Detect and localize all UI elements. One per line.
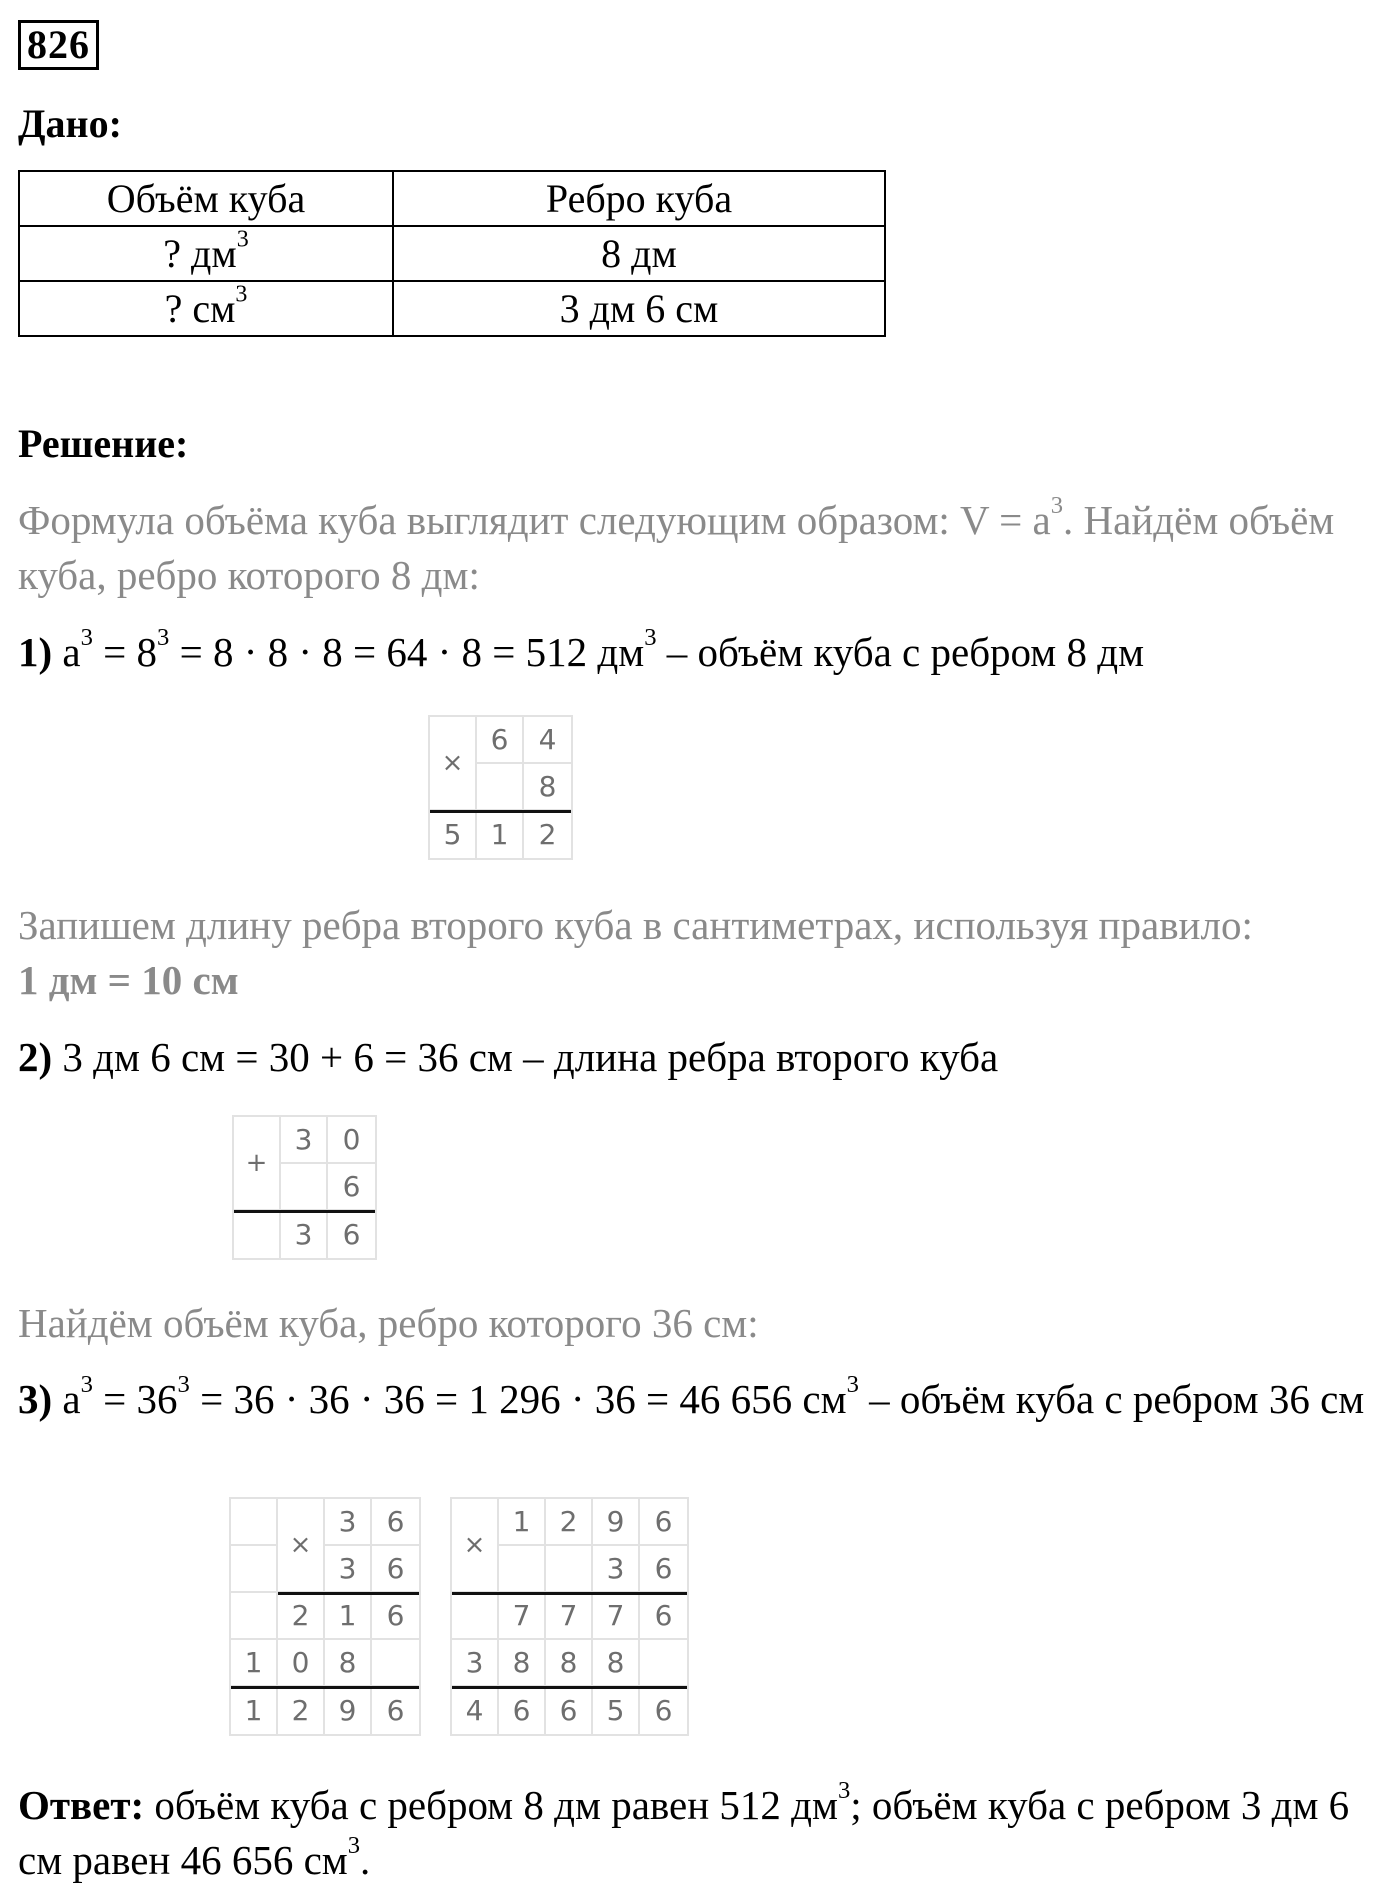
grid-digit: 3 bbox=[593, 1546, 640, 1593]
grid-digit bbox=[640, 1640, 687, 1687]
grid-digit: 1 bbox=[231, 1687, 278, 1734]
calc-grid-1 bbox=[428, 715, 573, 860]
grid-digit: 6 bbox=[372, 1593, 419, 1640]
grid-digit: 7 bbox=[593, 1593, 640, 1640]
grid-digit: 6 bbox=[477, 717, 524, 764]
header-edge: Ребро куба bbox=[393, 171, 885, 226]
grid-digit: 2 bbox=[538, 818, 557, 851]
row2-edge: 3 дм 6 см bbox=[393, 281, 885, 336]
grid-digit: 8 bbox=[499, 1640, 546, 1687]
grid-digit: 1 bbox=[231, 1640, 278, 1687]
table-header-row bbox=[19, 171, 885, 226]
grid-digit bbox=[477, 764, 524, 811]
grid-digit: 9 bbox=[325, 1687, 372, 1734]
grid-digit: 8 bbox=[593, 1640, 640, 1687]
given-heading: Дано: bbox=[18, 101, 122, 146]
grid-digit: 7 bbox=[546, 1593, 593, 1640]
grid-digit: 0 bbox=[328, 1117, 375, 1164]
grid-digit bbox=[452, 1593, 499, 1640]
grid-digit bbox=[234, 1211, 281, 1258]
grid-digit: 6 bbox=[546, 1687, 593, 1734]
grid-digit: 6 bbox=[654, 1694, 673, 1727]
grid-cell bbox=[231, 1499, 278, 1546]
calc-grid-2 bbox=[232, 1115, 377, 1260]
product-line bbox=[452, 1592, 687, 1595]
row1-edge: 8 дм bbox=[393, 226, 885, 281]
sum-line bbox=[231, 1686, 419, 1689]
grid-digit: 6 bbox=[640, 1546, 687, 1593]
intro-text-2: Запишем длину ребра второго куба в сантиметрах, используя правило: 1 дм = 10 см bbox=[18, 902, 1253, 1003]
grid-digit: 6 bbox=[328, 1164, 375, 1211]
grid-cell bbox=[499, 1546, 546, 1593]
grid-digit: 0 bbox=[278, 1640, 325, 1687]
grid-digit: 1 bbox=[477, 811, 524, 858]
sum-line bbox=[452, 1686, 687, 1689]
sum-line bbox=[234, 1210, 375, 1213]
step-3: 3) $a^3 = 36^3 = 36 \cdot 36 \cdot 36 = 1$ 296 · 36 = 46 656 $см^3$ – объём куба с ребром 36 см bbox=[18, 1371, 1365, 1422]
grid-digit: 4 bbox=[524, 717, 571, 764]
grid-digit: 2 bbox=[546, 1499, 593, 1546]
grid-digit bbox=[372, 1640, 419, 1687]
sum-line bbox=[430, 810, 571, 813]
grid-digit: 3 bbox=[452, 1640, 499, 1687]
grid-digit: 3 bbox=[281, 1117, 328, 1164]
row2-volume: ? $см^3$ bbox=[19, 281, 393, 336]
grid-digit: 8 bbox=[524, 764, 571, 811]
row1-volume: ? $дм^3$ bbox=[19, 226, 393, 281]
header-volume: Объём куба bbox=[19, 171, 393, 226]
grid-digit: 6 bbox=[640, 1593, 687, 1640]
grid-cell bbox=[546, 1546, 593, 1593]
grid-digit: 1 bbox=[325, 1593, 372, 1640]
intro-text-1: Формула объёма куба выглядит следующим образом: $V = a^3$. Найдём объём куба, ребро которого 8 дм: bbox=[18, 492, 1335, 598]
grid-digit: 2 bbox=[278, 1687, 325, 1734]
multiply-sign: × bbox=[452, 1499, 499, 1593]
grid-digit: 3 bbox=[325, 1499, 372, 1546]
step-1: 1) $a^3 = 8^3 = 8 \cdot 8 \cdot 8 = 64 \cdot 8 = 512$ $дм^3$ – объём куба с ребром 8 дм bbox=[18, 624, 1145, 675]
grid-digit: 6 bbox=[342, 1218, 361, 1251]
grid-digit: 6 bbox=[372, 1546, 419, 1593]
grid-digit: 6 bbox=[499, 1687, 546, 1734]
product-line bbox=[278, 1592, 419, 1595]
grid-digit: 6 bbox=[372, 1499, 419, 1546]
multiply-sign: × bbox=[278, 1499, 325, 1593]
grid-digit bbox=[281, 1164, 328, 1211]
grid-digit: 7 bbox=[499, 1593, 546, 1640]
grid-digit: 6 bbox=[386, 1694, 405, 1727]
problem-number: 826 bbox=[18, 20, 99, 70]
grid-digit: 8 bbox=[546, 1640, 593, 1687]
table-row bbox=[19, 281, 885, 336]
grid-digit: 2 bbox=[278, 1593, 325, 1640]
grid-digit bbox=[231, 1593, 278, 1640]
multiply-sign: × bbox=[430, 717, 477, 811]
grid-digit: 5 bbox=[593, 1687, 640, 1734]
calc-grid-4 bbox=[450, 1497, 689, 1736]
step-2: 2) 3 дм 6 см = 30 + 6 = 36 см – длина ребра второго куба bbox=[18, 1034, 999, 1080]
solution-heading: Решение: bbox=[18, 421, 189, 466]
grid-cell bbox=[231, 1546, 278, 1593]
given-table bbox=[18, 170, 886, 337]
grid-digit: 3 bbox=[325, 1546, 372, 1593]
intro-text-3: Найдём объём куба, ребро которого 36 см: bbox=[18, 1300, 759, 1346]
grid-digit: 8 bbox=[325, 1640, 372, 1687]
grid-digit: 1 bbox=[499, 1499, 546, 1546]
grid-digit: 3 bbox=[281, 1211, 328, 1258]
calc-grid-3 bbox=[229, 1497, 421, 1736]
grid-digit: 5 bbox=[430, 811, 477, 858]
plus-sign: + bbox=[234, 1117, 281, 1211]
table-row bbox=[19, 226, 885, 281]
grid-digit: 9 bbox=[593, 1499, 640, 1546]
answer: Ответ: объём куба с ребром 8 дм равен 512 $дм^3$; объём куба с ребром 3 дм 6 см равен 46 656 $см^3$. bbox=[18, 1777, 1350, 1883]
grid-digit: 6 bbox=[640, 1499, 687, 1546]
grid-digit: 4 bbox=[452, 1687, 499, 1734]
